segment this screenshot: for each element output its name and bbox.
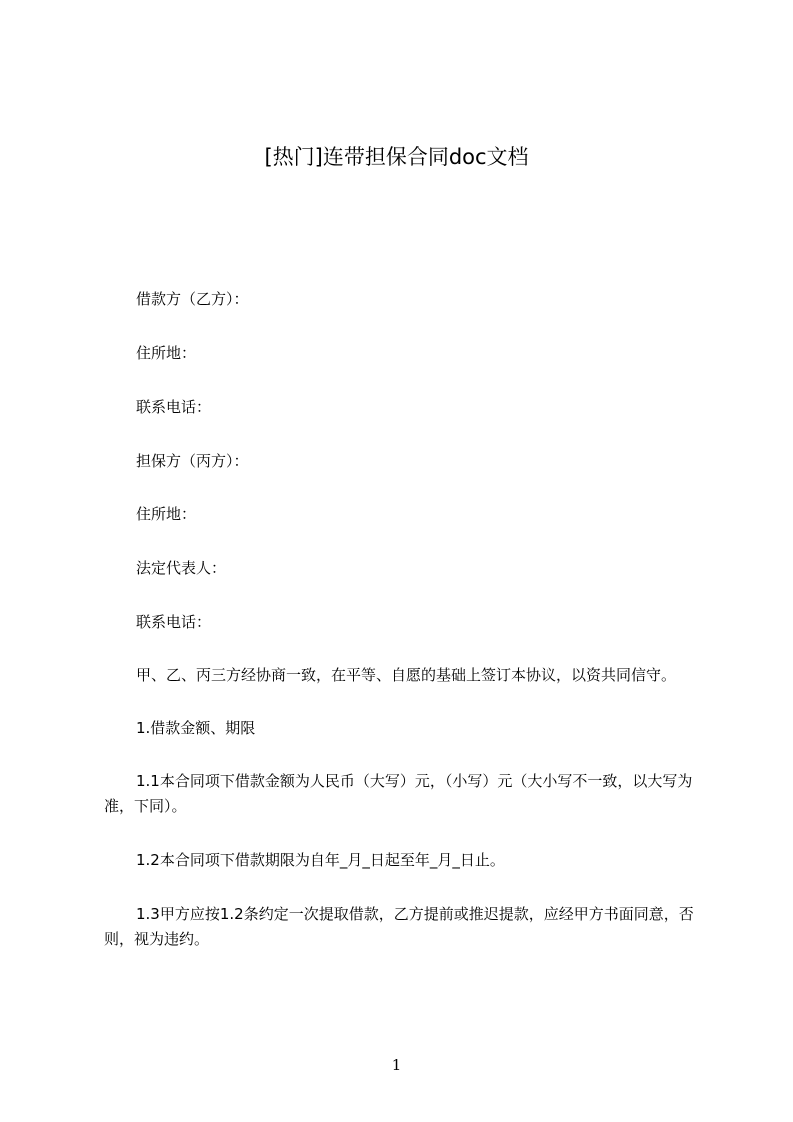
document-title: [热门]连带担保合同doc文档	[264, 145, 529, 169]
guarantor-phone-field: 联系电话：	[136, 613, 212, 631]
section-heading: 1.借款金额、期限	[136, 719, 256, 737]
borrower-address-field: 住所地：	[136, 344, 197, 362]
clause-1-3: 1.3甲方应按1.2条约定一次提取借款，乙方提前或推迟提款，应经甲方书面同意，否则，视为违约。	[104, 905, 694, 948]
guarantor-address-field: 住所地：	[136, 505, 197, 523]
page-number: 1	[391, 1056, 402, 1074]
intro-paragraph: 甲、乙、丙三方经协商一致，在平等、自愿的基础上签订本协议，以资共同信守。	[136, 666, 677, 684]
borrower-field: 借款方（乙方）：	[136, 290, 249, 308]
borrower-phone-field: 联系电话：	[136, 398, 212, 416]
clause-1-1: 1.1本合同项下借款金额为人民币（大写）元，（小写）元（大小写不一致，以大写为准，下同）。	[104, 772, 693, 815]
clause-1-2: 1.2本合同项下借款期限为自年_月_日起至年_月_日止。	[136, 851, 505, 869]
legal-representative-field: 法定代表人：	[136, 559, 227, 577]
guarantor-field: 担保方（丙方）：	[136, 452, 249, 470]
